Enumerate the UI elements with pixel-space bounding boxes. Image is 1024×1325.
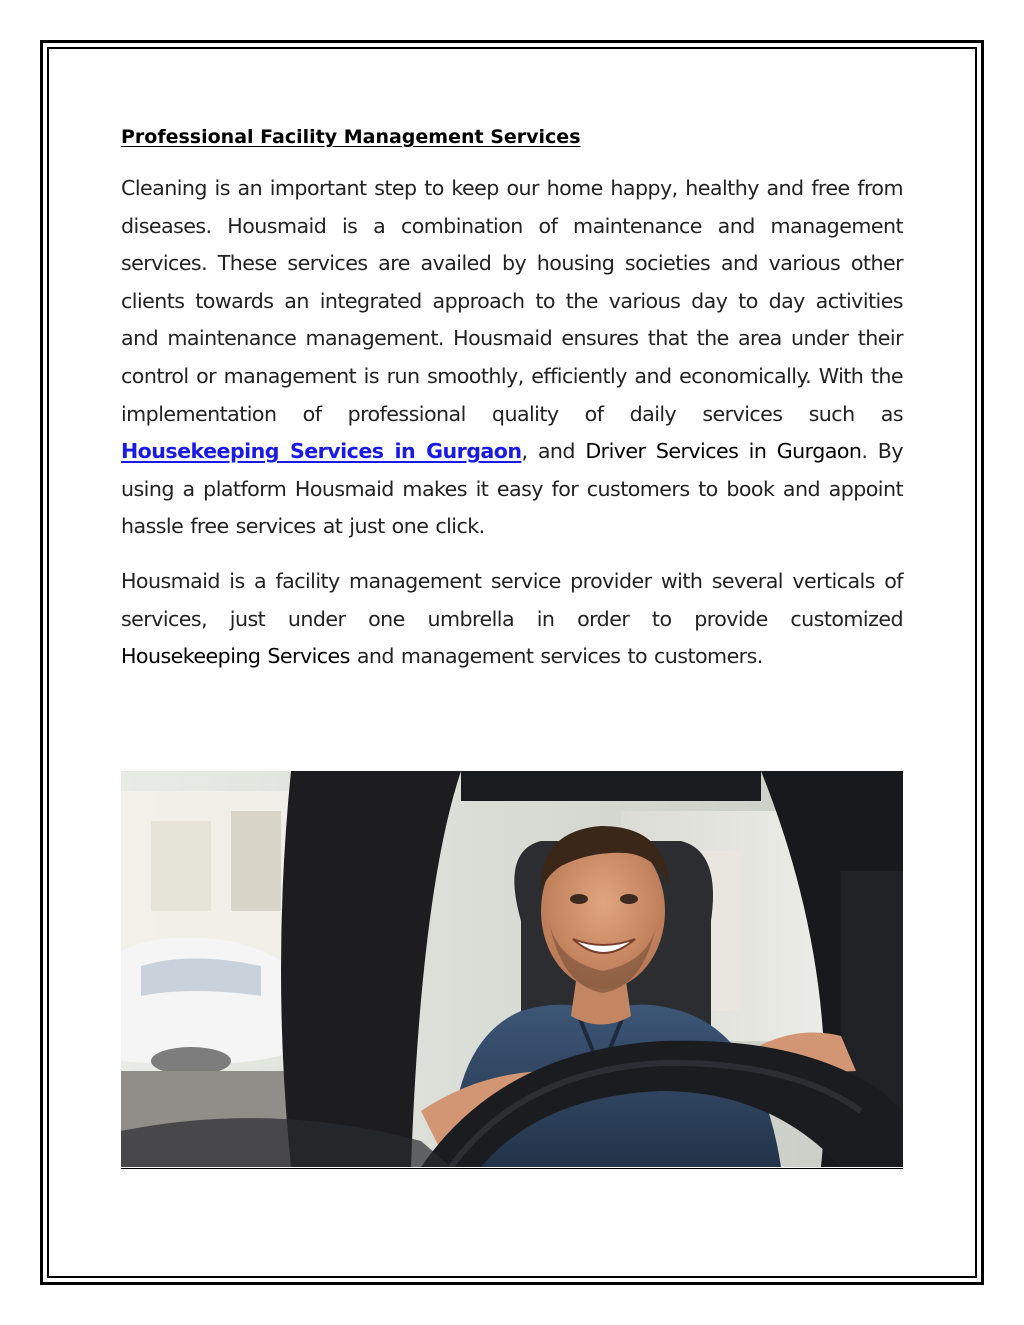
paragraph-provider-text-1: Housmaid is a facility management service provider with several verticals of services, just under one umbrella in order to provide customized	[121, 568, 903, 631]
image-bottom-rule	[121, 1168, 903, 1169]
paragraph-intro	[121, 170, 903, 546]
paragraph-provider-text-2: and management services to customers.	[349, 644, 763, 669]
paragraph-provider	[121, 563, 903, 676]
paragraph-intro-text-1: Cleaning is an important step to keep our home happy, healthy and free from diseases. Housmaid is a combination of maintenance and management services. These services are availed by housing societies and various other clients towards an integrated approach to the various day to day activities and maintenance management. Housmaid ensures that the area under their control or management is run smoothly, efficiently and economically. With the implementation of professional quality of daily services such as	[121, 176, 903, 426]
page-title: Professional Facility Management Services	[121, 126, 581, 148]
document-body	[121, 118, 903, 693]
paragraph-intro-text-3: . By using a platform Housmaid makes it easy for customers to book and appoint hassle free services at just one click.	[121, 439, 903, 539]
photo-smiling-man-driving-car-icon	[121, 771, 903, 1167]
housekeeping-gurgaon-link[interactable]: Housekeeping Services in Gurgaon	[121, 439, 522, 464]
driver-services-link[interactable]: Driver Services in Gurgaon	[585, 439, 862, 464]
paragraph-intro-text-2: , and	[521, 439, 586, 464]
housekeeping-services-link[interactable]: Housekeeping Services	[121, 644, 350, 669]
driver-photo	[121, 771, 903, 1167]
